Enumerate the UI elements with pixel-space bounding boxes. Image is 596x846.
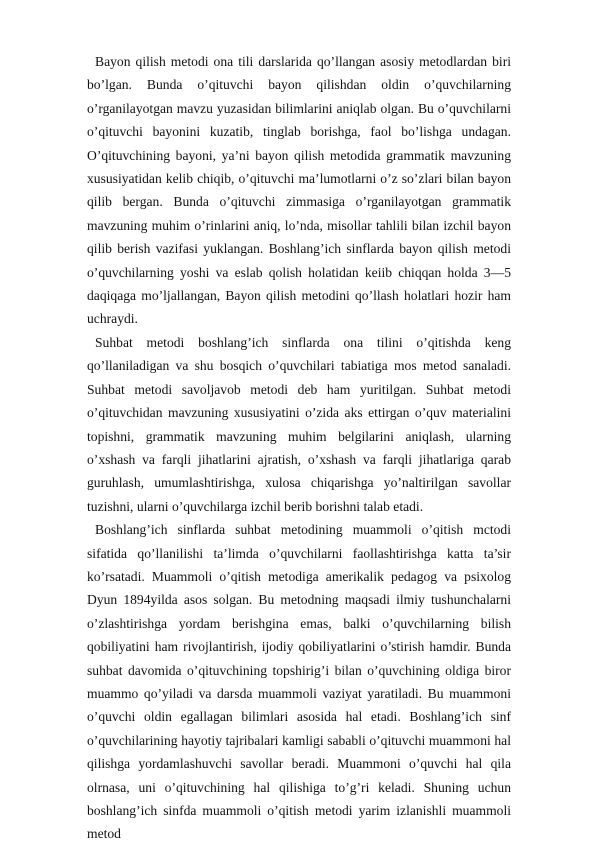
document-page xyxy=(87,50,511,846)
paragraph-suhbat-metodi: Suhbat metodi boshlang’ich sinflarda ona tilini o’qitishda keng qo’llaniladigan va shu bosqich o’quvchilari tabiatiga mos metod sanaladi. Suhbat metodi savoljavob metodi deb ham yuritilgan. Suhbat metodi o’qituvchidan mavzuning xususiyatini o’zida aks ettirgan o’quv materialini topishni, grammatik mavzuning muhim belgilarini aniqlash, ularning o’xshash va farqli jihatlarini ajratish, o’xshash va farqli jihatlariga qarab guruhlash, umumlashtirishga, xulosa chiqarishga yo’naltirilgan savollar tuzishni, ularni o’quvchilarga izchil berib borishni talab etadi. xyxy=(87,334,511,514)
paragraph-muammoli-oqitish: Boshlang’ich sinflarda suhbat metodining muammoli o’qitish mctodi sifatida qo’llanilishi ta’limda o’quvchilarni faollashtirishga katta ta’sir ko’rsatadi. Muammoli o’qitish metodiga amerikalik pedagog va psixolog Dyun 1894yilda asos solgan. Bu metodning maqsadi ilmiy tushunchalarni o’zlashtirishga yordam berishgina emas, balki o’quvchilarning bilish qobiliyatini ham rivojlantirish, ijodiy qobiliyatlarini o’stirish hamdir. Bunda suhbat davomida o’qituvchining topshirig’i bilan o’quvchining oldiga biror muammo qo’yiladi va darsda muammoli vaziyat yaratiladi. Bu muammoni o’quvchi oldin egallagan bilimlari asosida hal etadi. Boshlang’ich sinf o’quvchilarining hayotiy tajribalari kamligi sababli o’qituvchi muammoni hal qilishga yordamlashuvchi savollar beradi. Muammoni o’quvchi hal qila olrnasa, uni o’qituvchining hal qilishiga to’g’ri keladi. Shuning uchun boshlang’ich sinfda muammoli o’qitish metodi yarim izlanishli muammoli metod xyxy=(87,522,511,842)
paragraph-bayon-metodi: Bayon qilish metodi ona tili darslarida qo’llangan asosiy metodlardan biri bo’lgan. Bunda o’qituvchi bayon qilishdan oldin o’quvchilarning o’rganilayotgan mavzu yuzasidan bilimlarini aniqlab olgan. Bu o’quvchilarni o’qituvchi bayonini kuzatib, tinglab borishga, faol bo’lishga undagan. O’qituvchining bayoni, ya’ni bayon qilish metodida grammatik mavzuning xususiyatidan kelib chiqib, o’qituvchi ma’lumotlarni o’z so’zlari bilan bayon qilib bergan. Bunda o’qituvchi zimmasiga o’rganilayotgan grammatik mavzuning muhim o’rinlarini aniq, lo’nda, misollar tahlili bilan izchil bayon qilib berish vazifasi yuklangan. Boshlang’ich sinflarda bayon qilish metodi o’quvchilarning yoshi va eslab qolish holatidan keiib chiqqan holda 3—5 daqiqaga mo’ljallangan, Bayon qilish metodini qo’llash holatlari hozir ham uchraydi. xyxy=(87,54,511,327)
